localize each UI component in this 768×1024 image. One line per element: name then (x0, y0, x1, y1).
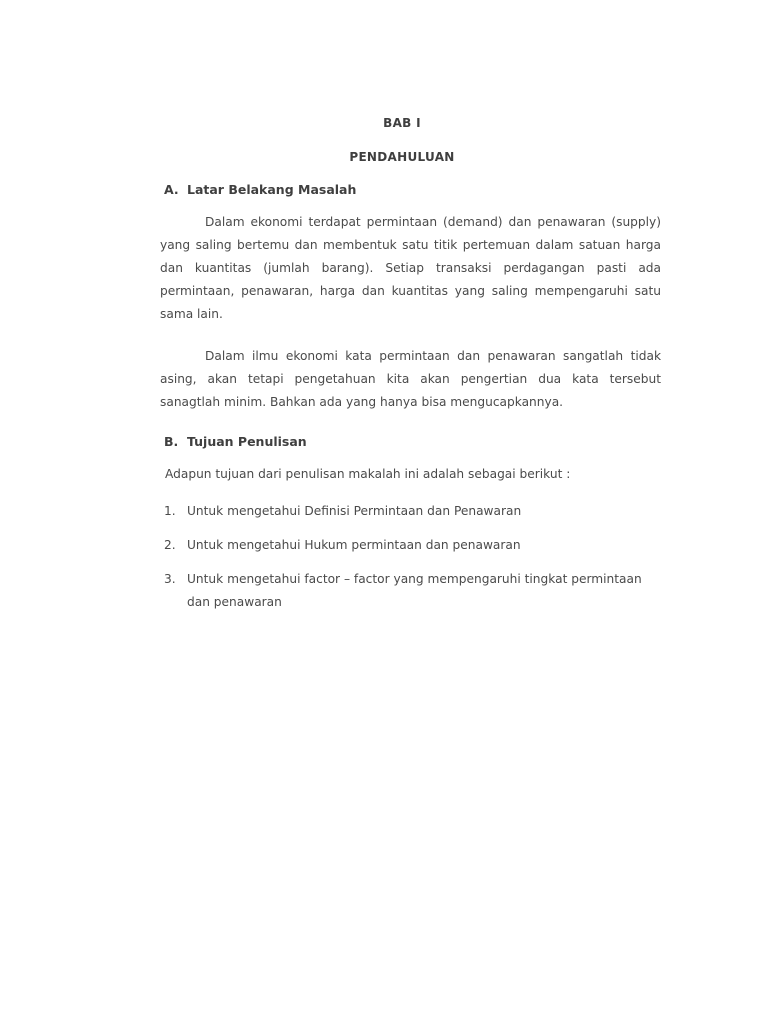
list-item-text: Untuk mengetahui Hukum permintaan dan penawaran (187, 538, 521, 552)
background-paragraph-1: Dalam ekonomi terdapat permintaan (demand) dan penawaran (supply) yang saling bertemu dan membentuk satu titik pertemuan dalam satuan harga dan kuantitas (jumlah barang). Setiap transaksi perdagangan pasti ada permintaan, penawaran, harga dan kuantitas yang saling mempengaruhi satu sama lain. (160, 215, 661, 321)
list-item (164, 568, 664, 614)
list-item-number: 1. (164, 504, 176, 518)
list-item-number: 2. (164, 538, 176, 552)
objectives-intro: Adapun tujuan dari penulisan makalah ini adalah sebagai berikut : (165, 467, 571, 481)
section-a-title: Latar Belakang Masalah (187, 182, 357, 197)
objectives-list (164, 500, 664, 625)
list-item (164, 500, 664, 523)
section-b-title: Tujuan Penulisan (187, 434, 307, 449)
section-a-letter: A. (164, 182, 179, 197)
list-item-text: Untuk mengetahui factor – factor yang mempengaruhi tingkat permintaan dan penawaran (187, 572, 642, 609)
section-b-letter: B. (164, 434, 179, 449)
list-item (164, 534, 664, 557)
chapter-title: PENDAHULUAN (349, 150, 455, 164)
list-item-number: 3. (164, 572, 176, 586)
list-item-text: Untuk mengetahui Definisi Permintaan dan Penawaran (187, 504, 522, 518)
section-b-heading (164, 434, 307, 449)
chapter-number: BAB I (383, 116, 421, 130)
section-a-heading (164, 182, 356, 197)
background-paragraph-2: Dalam ilmu ekonomi kata permintaan dan penawaran sangatlah tidak asing, akan tetapi pengetahuan kita akan pengertian dua kata tersebut sanagtlah minim. Bahkan ada yang hanya bisa mengucapkannya. (160, 349, 661, 409)
